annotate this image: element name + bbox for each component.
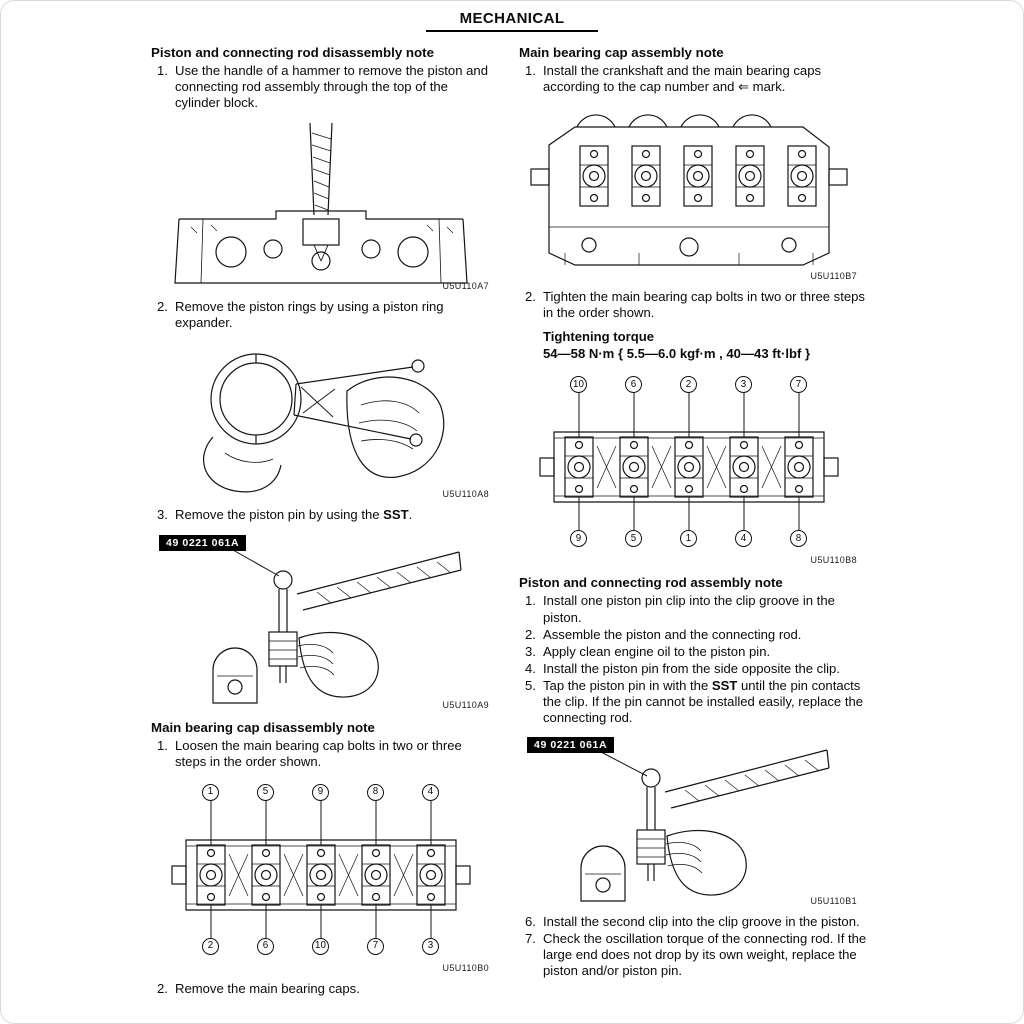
callout-number: 10 <box>570 376 587 393</box>
callout-number: 4 <box>422 784 439 801</box>
callout-number: 9 <box>312 784 329 801</box>
masthead <box>1 1 1023 32</box>
step-item <box>525 678 875 726</box>
sst-emphasis: SST <box>383 507 409 523</box>
step-number: 2. <box>157 299 168 315</box>
step-item <box>525 593 875 625</box>
step-item <box>525 914 875 930</box>
callout-number: 3 <box>422 938 439 955</box>
torque-value: 54—58 N·m { 5.5—6.0 kgf·m , 40—43 ft·lbf } <box>543 346 811 362</box>
column-right <box>519 45 875 998</box>
step-text: Install the piston pin from the side opposite the clip. <box>543 660 840 676</box>
page-title: MECHANICAL <box>426 10 599 32</box>
callout-number: 7 <box>790 376 807 393</box>
step-text-fragment: Tap the piston pin in with the <box>543 677 712 693</box>
figure-piston-removal <box>151 119 491 291</box>
callout-number: 6 <box>625 376 642 393</box>
step-item <box>525 63 875 95</box>
callout-number: 8 <box>367 784 384 801</box>
step-text <box>175 507 491 523</box>
section-heading: Main bearing cap disassembly note <box>151 719 375 735</box>
crankshaft-installed-illustration <box>519 103 859 281</box>
step-number: 4. <box>525 660 536 676</box>
step-number: 1. <box>525 63 536 78</box>
figure-sst-pin-removal <box>151 532 491 710</box>
section-heading: Piston and connecting rod assembly note <box>519 575 783 591</box>
step-number: 6. <box>525 914 536 930</box>
step-text-fragment: Remove the piston pin by using the <box>175 507 384 523</box>
callout-number: 9 <box>570 530 587 547</box>
figure-sst-pin-install <box>519 734 859 906</box>
sst-emphasis: SST <box>711 677 738 693</box>
step-item <box>525 931 875 979</box>
step-number: 2. <box>525 289 536 305</box>
callout-number: 7 <box>367 938 384 955</box>
step-text: Tighten the main bearing cap bolts in two or three steps in the order shown. <box>543 289 865 321</box>
step-text-fragment: until the pin contacts the clip. If the pin cannot be installed easily, replace the connecting rod. <box>543 677 864 726</box>
page-content <box>1 32 1023 998</box>
step-item <box>157 63 491 111</box>
step-item <box>525 289 875 321</box>
step-text: Install one piston pin clip into the clip groove in the piston. <box>543 593 835 625</box>
figure-tightening-order <box>519 370 859 565</box>
figure-code: U5U110B1 <box>810 896 857 907</box>
section-bearing-cap-assembly <box>519 45 875 565</box>
step-text-fragment: . <box>408 507 413 523</box>
sst-part-label: 49 0221 061A <box>527 737 614 753</box>
step-number: 5. <box>525 677 536 693</box>
figure-code: U5U110A7 <box>442 281 489 292</box>
ring-expander-illustration <box>151 339 491 499</box>
column-left <box>151 45 491 998</box>
step-text: Remove the piston rings by using a piston ring expander. <box>175 299 444 331</box>
callout-number: 10 <box>312 938 329 955</box>
torque-heading: Tightening torque <box>543 329 655 345</box>
figure-ring-expander <box>151 339 491 499</box>
step-text <box>543 678 875 726</box>
callout-number: 6 <box>257 938 274 955</box>
step-number: 1. <box>525 593 536 609</box>
step-text: Check the oscillation torque of the connecting rod. If the large end does not drop by its own weight, replace the piston and/or piston pin. <box>543 931 867 979</box>
step-number: 3. <box>157 507 168 523</box>
callout-number: 8 <box>790 530 807 547</box>
step-text: Loosen the main bearing cap bolts in two or three steps in the order shown. <box>175 737 462 769</box>
step-number: 1. <box>157 737 168 753</box>
section-piston-disassembly <box>151 45 491 710</box>
figure-code: U5U110A9 <box>442 699 489 710</box>
step-item <box>525 627 875 643</box>
step-text: Assemble the piston and the connecting rod. <box>543 626 802 642</box>
step-text: Remove the main bearing caps. <box>175 980 360 996</box>
callout-number: 1 <box>202 784 219 801</box>
figure-code: U5U110B7 <box>810 271 857 282</box>
step-text: Install the second clip into the clip groove in the piston. <box>543 914 860 930</box>
callout-number: 2 <box>202 938 219 955</box>
callout-number: 3 <box>735 376 752 393</box>
section-heading: Main bearing cap assembly note <box>519 45 724 60</box>
sst-pin-removal-illustration <box>151 532 491 710</box>
step-number: 2. <box>157 980 168 996</box>
step-item <box>157 981 491 997</box>
step-item <box>157 507 491 523</box>
sst-pin-install-illustration <box>519 734 859 906</box>
callout-number: 2 <box>680 376 697 393</box>
section-heading: Piston and connecting rod disassembly note <box>151 45 434 60</box>
step-number: 2. <box>525 626 536 642</box>
step-text: Install the crankshaft and the main bearing caps according to the cap number and ⇐ mark. <box>543 63 822 95</box>
figure-code: U5U110B8 <box>810 555 857 566</box>
step-number: 7. <box>525 931 536 947</box>
step-item <box>157 299 491 331</box>
step-number: 1. <box>157 63 168 78</box>
step-item <box>525 644 875 660</box>
tightening-torque-spec <box>543 328 875 362</box>
figure-code: U5U110B0 <box>442 962 489 973</box>
step-number: 3. <box>525 643 536 659</box>
callout-number: 4 <box>735 530 752 547</box>
section-piston-assembly <box>519 575 875 979</box>
step-text: Apply clean engine oil to the piston pin. <box>543 643 771 659</box>
callout-number: 5 <box>257 784 274 801</box>
sst-part-label: 49 0221 061A <box>159 535 246 551</box>
section-bearing-cap-disassembly <box>151 720 491 997</box>
figure-crankshaft-installed <box>519 103 859 281</box>
figure-loosening-order <box>151 778 491 973</box>
step-item <box>525 661 875 677</box>
callout-number: 1 <box>680 530 697 547</box>
piston-removal-illustration <box>151 119 491 291</box>
callout-number: 5 <box>625 530 642 547</box>
figure-code: U5U110A8 <box>442 489 489 500</box>
step-text: Use the handle of a hammer to remove the piston and connecting rod assembly through the top of the cylinder block. <box>175 63 488 111</box>
step-item <box>157 738 491 770</box>
